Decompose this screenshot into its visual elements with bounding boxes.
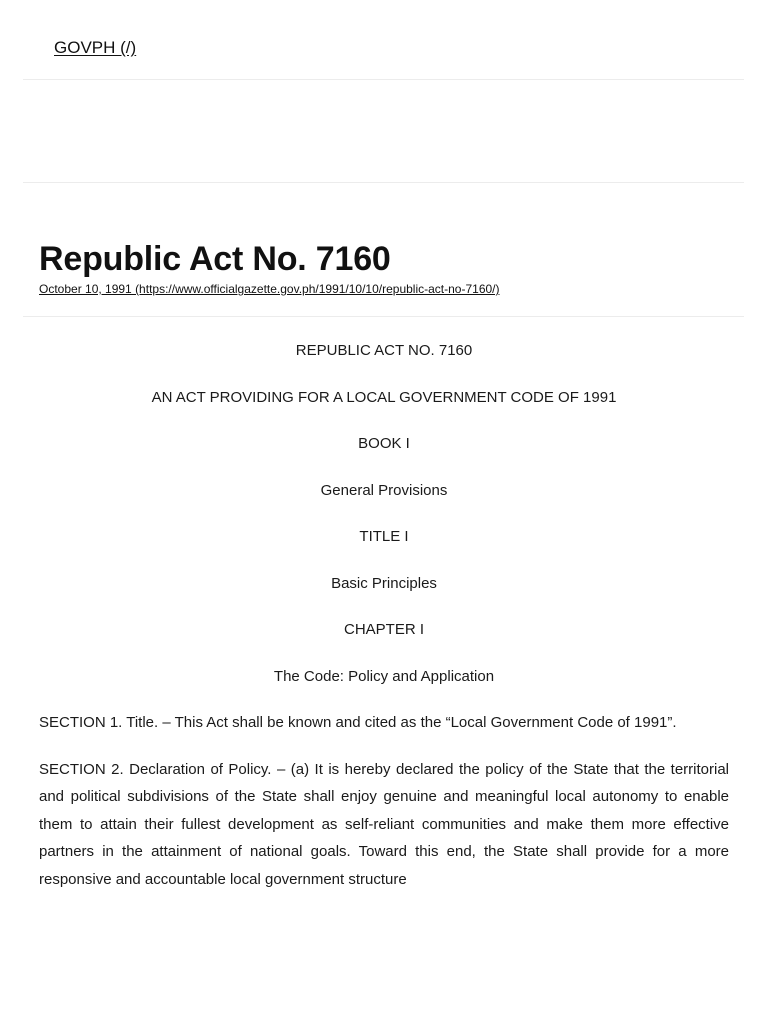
title-heading: TITLE I xyxy=(359,528,409,545)
book-heading: BOOK I xyxy=(358,435,410,452)
govph-home-link[interactable]: GOVPH (/) xyxy=(54,38,137,57)
article-body xyxy=(39,337,729,912)
article-header xyxy=(23,183,744,317)
site-header xyxy=(23,0,744,80)
section-2-paragraph: SECTION 2. Declaration of Policy. – (a) It is hereby declared the policy of the State that the territorial and political subdivisions of the State shall enjoy genuine and meaningful local autonomy to enable them to attain their fullest development as self-reliant communities and make them more effective partners in the attainment of national goals. Toward this end, the State shall provide for a more responsive and accountable local government structure xyxy=(39,760,729,888)
banner-area xyxy=(23,80,744,183)
title-name: Basic Principles xyxy=(331,574,437,592)
book-name: General Provisions xyxy=(320,481,448,499)
chapter-heading: CHAPTER I xyxy=(343,621,424,638)
act-title: AN ACT PROVIDING FOR A LOCAL GOVERNMENT CODE OF 1991 xyxy=(151,388,617,406)
section-1-paragraph: SECTION 1. Title. – This Act shall be known and cited as the “Local Government Code of 1991”. xyxy=(39,714,677,731)
source-date-link[interactable]: October 10, 1991 (https://www.officialgazette.gov.ph/1991/10/10/republic-act-no-7160/) xyxy=(39,282,500,296)
page-title: Republic Act No. 7160 xyxy=(39,240,391,278)
chapter-name: The Code: Policy and Application xyxy=(273,667,495,685)
act-number: REPUBLIC ACT NO. 7160 xyxy=(295,342,473,359)
